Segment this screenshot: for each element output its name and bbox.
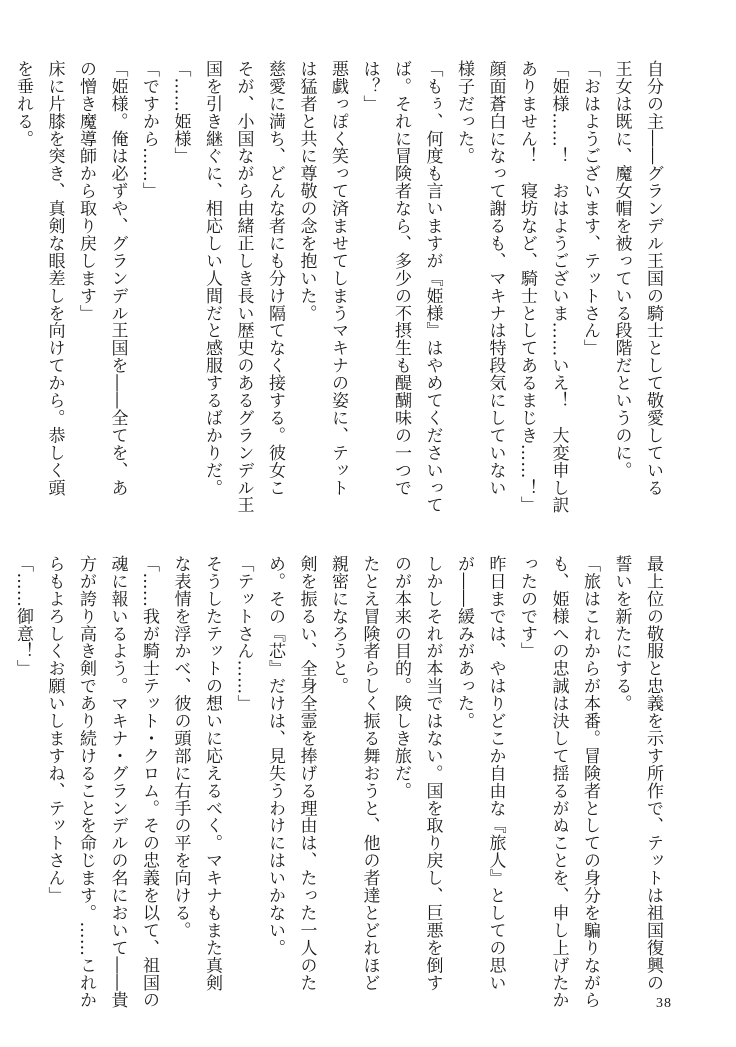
lower-text-line: 「旅はこれからが本番。冒険者としての身分を騙りながら — [580, 555, 600, 1009]
lower-text-line: のが本来の目的。険しき旅だ。 — [391, 555, 411, 800]
lower-text-line: 最上位の敬服と忠義を示す所作で、テットは祖国復興の — [643, 555, 663, 992]
lower-text-line: が――緩みがあった。 — [454, 555, 474, 730]
lower-text-line: め。その『芯』だけは、見失うわけにはいかない。 — [265, 555, 285, 957]
lower-text-line: 親密になろうと。 — [328, 555, 348, 695]
upper-text-line: ば。それに冒険者なら、多少の不摂生も醍醐味の一つで — [391, 60, 411, 497]
upper-text-line: は猛者と共に尊敬の念を抱いた。 — [296, 60, 317, 322]
lower-text-line: 方が誇り高き剣であり続けることを命じます。……これか — [76, 555, 96, 1009]
lower-text-line: たとえ冒険者らしく振る舞おうと、他の者達とどれほど — [359, 555, 380, 992]
upper-text-line: そが、小国ながら由緒正しき長い歴史のあるグランデル王 — [233, 60, 254, 514]
upper-text-line: を垂れる。 — [13, 60, 33, 148]
upper-text-line: ありません！ 寝坊など、騎士としてあるまじき……！」 — [517, 60, 537, 514]
lower-text-line: も、姫様への忠誠は決して揺るがぬことを、申し上げたか — [548, 555, 569, 1009]
lower-text-line: 「……御意！」 — [13, 555, 33, 678]
lower-text-line: 誓いを新たにする。 — [611, 555, 632, 713]
upper-text-line: 顔面蒼白になって謝るも、マキナは特段気にしていない — [485, 60, 506, 497]
upper-text-line: 慈愛に満ち、どんな者にも分け隔てなく接する。彼女こ — [265, 60, 285, 497]
lower-text-line: 剣を振るい、全身全霊を捧げる理由は、たった一人のた — [296, 555, 317, 992]
upper-text-line: 「姫様。俺は必ずや、グランデル王国を――全てを、あ — [107, 60, 128, 497]
upper-text-line: 王女は既に、魔女帽を被っている段階だというのに。 — [611, 60, 632, 479]
upper-text-line: 「……姫様」 — [170, 60, 191, 165]
upper-text-line: 国を引き継ぐに、相応しい人間だと感服するばかりだ。 — [202, 60, 222, 497]
upper-text-line: 悪戯っぽく笑って済ませてしまうマキナの姿に、テット — [328, 60, 348, 497]
upper-text-line: は？」 — [359, 60, 380, 113]
upper-text-line: 床に片膝を突き、真剣な眼差しを向けてから。恭しく頭 — [44, 60, 65, 497]
lower-text-line: らもよろしくお願いしますね、テットさん」 — [44, 555, 65, 904]
upper-text-line: 「おはようございます、テットさん」 — [580, 60, 600, 357]
upper-text-line: 「姫様……！ おはようございま……いえ！ 大変申し訳 — [548, 60, 569, 514]
lower-text-line: しかしそれが本当ではない。国を取り戻し、巨悪を倒す — [422, 555, 443, 992]
page-number: 38 — [656, 996, 672, 1011]
lower-text-line: 魂に報いるよう。マキナ・グランデルの名において――貴 — [107, 555, 128, 1009]
upper-text-line: 「もぅ、何度も言いますが『姫様』はやめてくださいって — [422, 60, 443, 514]
lower-text-line: 「……我が騎士テット・クロム。その忠義を以て、祖国の — [139, 555, 159, 1009]
lower-text-line: そうしたテットの想いに応えるべく。マキナもまた真剣 — [202, 555, 222, 992]
lower-text-line: ったのです」 — [517, 555, 537, 660]
lower-text-line: な表情を浮かべ、彼の頭部に右手の平を向ける。 — [170, 555, 191, 939]
upper-text-line: の憎き魔導師から取り戻します」 — [76, 60, 96, 322]
lower-text-line: 「テットさん……」 — [233, 555, 254, 713]
lower-text-line: 昨日までは、やはりどこか自由な『旅人』としての思い — [485, 555, 506, 992]
upper-text-line: 様子だった。 — [454, 60, 474, 165]
upper-text-line: 自分の主――グランデル王国の騎士として敬愛している — [643, 60, 663, 497]
upper-text-line: 「ですから……」 — [139, 60, 159, 200]
upper-text-block — [13, 60, 668, 514]
